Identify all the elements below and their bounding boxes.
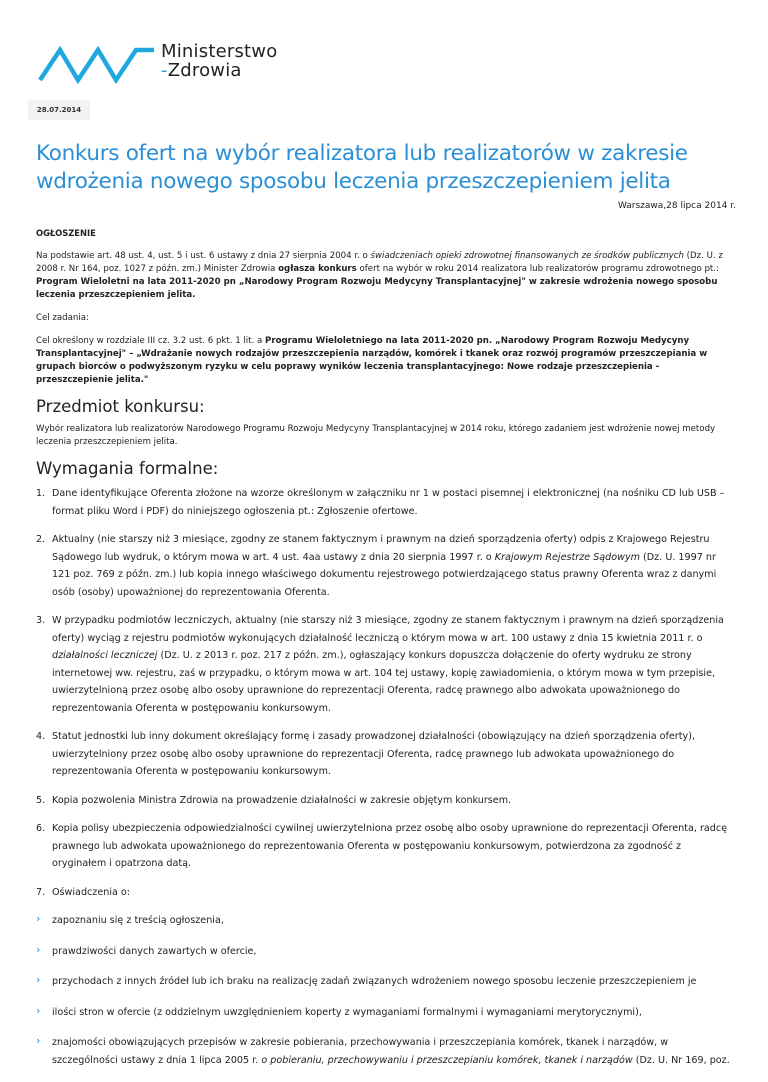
date-badge: 28.07.2014 <box>28 100 90 120</box>
chevron-right-icon: › <box>36 1034 41 1047</box>
logo-mark-icon <box>38 44 156 84</box>
requirement-act-title: działalności leczniczej <box>52 650 158 661</box>
declaration-text: prawdziwości danych zawartych w ofercie, <box>52 945 257 957</box>
logo-dash: - <box>161 60 168 81</box>
declaration-item-1 <box>36 912 736 930</box>
declaration-item-5 <box>36 1034 736 1069</box>
requirements-heading: Wymagania formalne: <box>36 459 219 478</box>
announcement-heading: OGŁOSZENIE <box>36 228 96 238</box>
goal-label: Cel zadania: <box>36 313 89 323</box>
ministry-logo[interactable] <box>38 41 278 86</box>
goal-text-1: Cel określony w rozdziale III cz. 3.2 ust. 6 pkt. 1 lit. a <box>36 336 266 346</box>
requirement-text: Kopia pozwolenia Ministra Zdrowia na prowadzenie działalności w zakresie objętym konkursem. <box>52 794 512 806</box>
requirement-act-title: Krajowym Rejestrze Sądowym <box>494 551 640 563</box>
requirement-text: Aktualny (nie starszy niż 3 miesiące, zgodny ze stanem faktycznym i prawnym na dzień sporządzenia oferty) odpis z Krajowego Rejestru Sądowego lub wydruk, o którym mowa w art. 4 ust. 4aa ustawy z dnia 20 sierpnia 1997 r. o <box>52 534 710 563</box>
requirement-text: Statut jednostki lub inny dokument określający formę i zasady prowadzonej działalności (obowiązujący na dzień sporządzenia oferty), uwierzytelniony przez osobę albo osoby uprawnione do reprezentacji Oferenta, radcę prawnego lub adwokata upoważnionego do reprezentowania Oferenta w postępowaniu konkursowym. <box>52 731 695 777</box>
requirement-item-7 <box>36 884 736 902</box>
requirement-item-1 <box>36 485 736 520</box>
list-number: 3. <box>36 615 46 626</box>
subject-paragraph: Wybór realizatora lub realizatorów Narodowego Programu Rozwoju Medycyny Transplantacyjnej w 2014 roku, którego zadaniem jest wdrożenie nowej metody leczenia przeszczepieniem jelita. <box>36 424 716 447</box>
requirement-item-3 <box>36 612 736 717</box>
requirement-item-5 <box>36 792 736 810</box>
requirement-text: Oświadczenia o: <box>52 886 131 898</box>
article-body <box>36 200 736 1082</box>
logo-wordmark <box>161 42 277 80</box>
list-number: 1. <box>36 488 46 499</box>
list-number: 5. <box>36 794 46 806</box>
declarations-list <box>36 912 736 1069</box>
intro-paragraph <box>36 250 736 302</box>
logo-line1: Ministerstwo <box>161 41 278 62</box>
intro-program-title: Program Wieloletni na lata 2011-2020 pn „Narodowy Program Rozwoju Medycyny Transplantacyjnej" w zakresie wdrożenia nowego sposobu leczenia przeszczepieniem jelita. <box>36 277 718 300</box>
intro-text-3: (Dz. U. z 2008 r. Nr 164, poz. 1027 z późn. zm.) Minister Zdrowia <box>36 251 723 274</box>
declaration-item-4 <box>36 1004 736 1022</box>
subject-heading: Przedmiot konkursu: <box>36 397 205 416</box>
list-number: 2. <box>36 534 46 545</box>
declaration-item-2 <box>36 943 736 961</box>
goal-paragraph <box>36 335 736 387</box>
list-number: 6. <box>36 823 46 834</box>
declaration-text: przychodach z innych źródeł lub ich braku na realizację zadań związanych wdrożeniem nowego sposobu leczenie przeszczepieniem je <box>52 976 697 987</box>
requirement-item-4 <box>36 728 736 781</box>
intro-act-title: świadczeniach opieki zdrowotnej finansowanych ze środków publicznych <box>370 251 684 261</box>
page-title: Konkurs ofert na wybór realizatora lub realizatorów w zakresie wdrożenia nowego sposobu leczenia przeszczepieniem jelita <box>36 141 688 194</box>
goal-program: Programu Wieloletniego na lata 2011-2020 pn. „Narodowy Program Rozwoju Medycyny Transplantacyjnej" – „Wdrażanie nowych rodzajów przeszczepienia narządów, komórek i tkanek oraz rozwój programów przeszczepiania w grupach biorców o podwyższonym ryzyku w celu poprawy wyników leczenia transplantacyjnego: Nowe rodzaje przeszczepienia -przeszczepienie jelita." <box>36 336 708 385</box>
requirement-text: Kopia polisy ubezpieczenia odpowiedzialności cywilnej uwierzytelniona przez osobę albo osoby uprawnione do reprezentacji Oferenta, radcę prawnego lub adwokata upoważnionego do reprezentowania Oferenta w postępowaniu konkursowym, potwierdzona za zgodność z oryginałem i opatrzona datą. <box>52 823 728 869</box>
intro-text-1: Na podstawie art. 48 ust. 4, ust. 5 i ust. 6 ustawy z dnia 27 sierpnia 2004 r. o <box>36 251 371 261</box>
declaration-act-title: o pobieraniu, przechowywaniu i przeszczepianiu komórek, tkanek i narządów <box>261 1054 633 1066</box>
requirement-item-6 <box>36 820 736 873</box>
chevron-right-icon: › <box>36 973 41 986</box>
intro-bold-1: ogłasza konkurs <box>278 264 357 274</box>
list-number: 4. <box>36 731 46 742</box>
chevron-right-icon: › <box>36 912 41 925</box>
intro-text-5: ofert na wybór w roku 2014 realizatora lub realizatorów programu zdrowotnego pt.: <box>356 264 719 274</box>
requirement-text: Dane identyfikujące Oferenta złożone na wzorze określonym w załączniku nr 1 w postaci pisemnej i elektronicznej (na nośniku CD lub USB – format pliku Word i PDF) do niniejszego ogłoszenia pt.: Zgłoszenie ofertowe. <box>52 488 725 517</box>
requirement-item-2 <box>36 531 736 601</box>
chevron-right-icon: › <box>36 1003 41 1017</box>
requirements-list <box>36 485 736 901</box>
list-number: 7. <box>36 886 46 898</box>
declaration-text: ilości stron w ofercie (z oddzielnym uwzględnieniem koperty z wymaganiami formalnymi i wymaganiami merytorycznymi), <box>52 1006 642 1018</box>
logo-line2 <box>161 61 277 80</box>
place-date: Warszawa,28 lipca 2014 r. <box>617 201 736 211</box>
declaration-text: zapoznaniu się z treścią ogłoszenia, <box>52 915 224 926</box>
requirement-text: (Dz. U. 1997 nr 121 poz. 769 z późn. zm.) lub kopia innego właściwego dokumentu rejestrowego potwierdzającego status prawny Oferenta wraz z danymi osób (osoby) upoważnionej do reprezentowania Oferenta. <box>52 551 717 598</box>
chevron-right-icon: › <box>36 942 41 956</box>
requirement-text: W przypadku podmiotów leczniczych, aktualny (nie starszy niż 3 miesiące, zgodny ze stanem faktycznym i prawnym na dzień sporządzenia oferty) wyciąg z rejestru podmiotów wykonujących działalność leczniczą o którym mowa w art. 100 ustawy z dnia 15 kwietnia 2011 r. o <box>52 615 724 644</box>
declaration-text: znajomości obowiązujących przepisów w zakresie pobierania, przechowywania i przeszczepiania komórek, tkanek i narządów, w szczególności ustawy z dnia 1 lipca 2005 r. <box>52 1037 669 1066</box>
declaration-text: (Dz. U. Nr 169, poz. <box>632 1054 730 1066</box>
logo-line2-text: Zdrowia <box>167 60 242 81</box>
requirement-text: (Dz. U. z 2013 r. poz. 217 z późn. zm.), ogłaszający konkurs dopuszcza dołączenie do oferty wydruku ze strony internetowej ww. rejestru, zaś w przypadku, o którym mowa w art. 104 tej ustawy, kopię zawiadomienia, o którym mowa w tym przepisie, uwierzytelnioną przez osobę albo osoby uprawnione do reprezentacji Oferenta, radcę prawnego albo adwokata upoważnionego do reprezentowania Oferenta w postępowaniu konkursowym. <box>52 650 716 714</box>
declaration-item-3 <box>36 973 736 991</box>
